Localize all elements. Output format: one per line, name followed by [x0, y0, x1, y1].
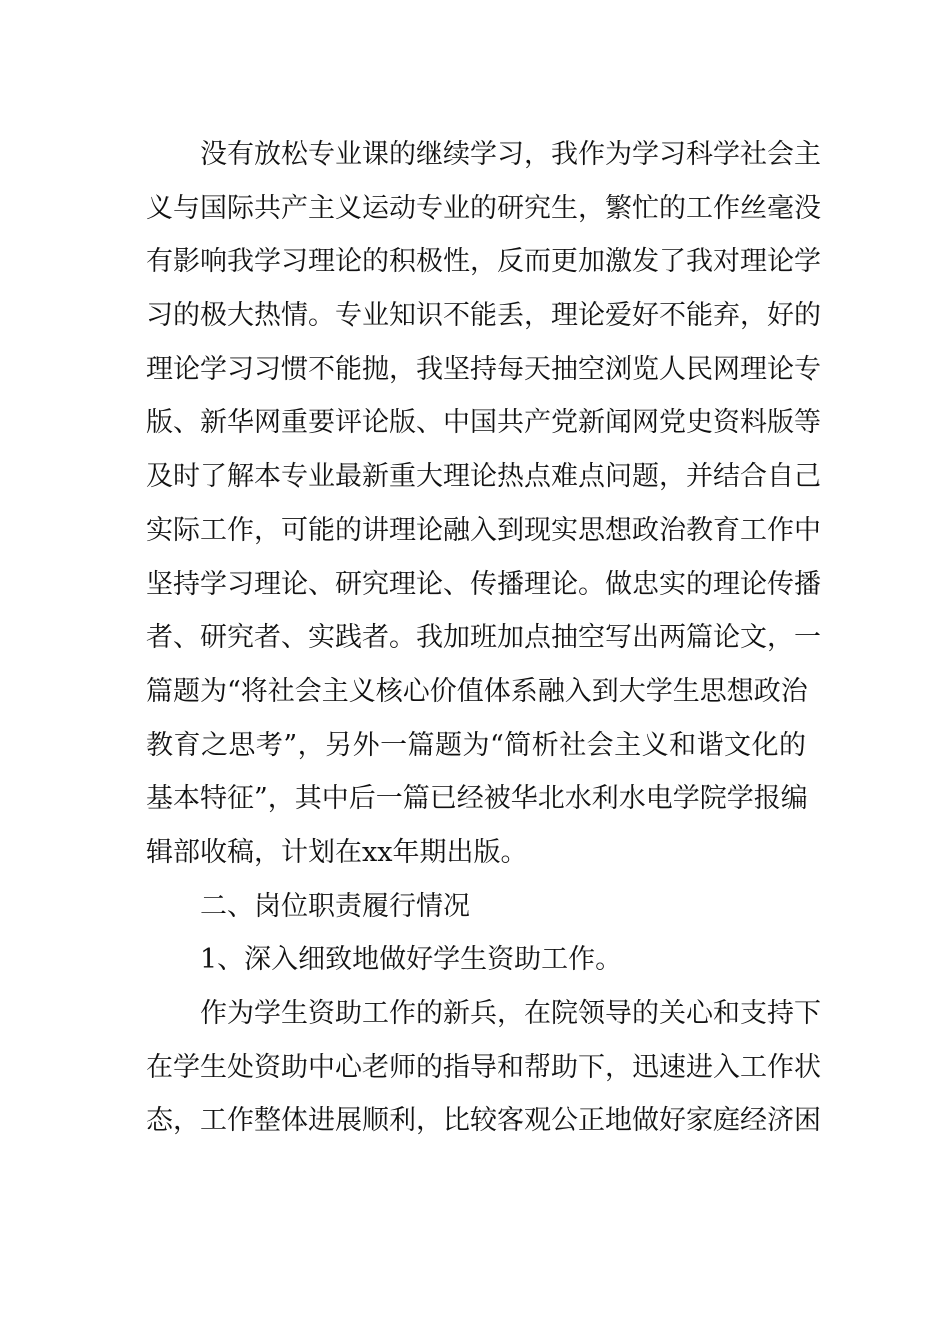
paragraph-line: 辑部收稿，计划在xx年期出版。	[146, 836, 528, 868]
paragraph-line: 及时了解本专业最新重大理论热点难点问题，并结合自己	[146, 461, 821, 493]
paragraph-line: 者、研究者、实践者。我加班加点抽空写出两篇论文，一	[146, 622, 821, 654]
paragraph-line: 坚持学习理论、研究理论、传播理论。做忠实的理论传播	[146, 568, 821, 600]
paragraph-line: 态，工作整体进展顺利，比较客观公正地做好家庭经济困	[146, 1105, 821, 1137]
section-heading: 二、岗位职责履行情况	[200, 890, 470, 922]
paragraph-line: 有影响我学习理论的积极性，反而更加激发了我对理论学	[146, 246, 821, 278]
document-body	[146, 128, 821, 1148]
paragraph-line: 没有放松专业课的继续学习，我作为学习科学社会主	[200, 139, 821, 170]
paragraph-line: 基本特征”，其中后一篇已经被华北水利水电学院学报编	[146, 783, 808, 815]
paragraph-line: 义与国际共产主义运动专业的研究生，繁忙的工作丝毫没	[146, 192, 821, 224]
paragraph-line: 实际工作，可能的讲理论融入到现实思想政治教育工作中	[146, 514, 821, 546]
paragraph-line: 篇题为“将社会主义核心价值体系融入到大学生思想政治	[146, 675, 808, 707]
item-heading: 1、深入细致地做好学生资助工作。	[200, 944, 623, 976]
paragraph-line: 习的极大热情。专业知识不能丢，理论爱好不能弃，好的	[146, 300, 821, 332]
paragraph-line: 作为学生资助工作的新兵，在院领导的关心和支持下	[200, 998, 821, 1029]
paragraph-line: 版、新华网重要评论版、中国共产党新闻网党史资料版等	[146, 407, 821, 439]
paragraph-line: 教育之思考”，另外一篇题为“简析社会主义和谐文化的	[146, 729, 806, 761]
paragraph-line: 理论学习习惯不能抛，我坚持每天抽空浏览人民网理论专	[146, 353, 821, 385]
paragraph-line: 在学生处资助中心老师的指导和帮助下，迅速进入工作状	[146, 1051, 821, 1083]
